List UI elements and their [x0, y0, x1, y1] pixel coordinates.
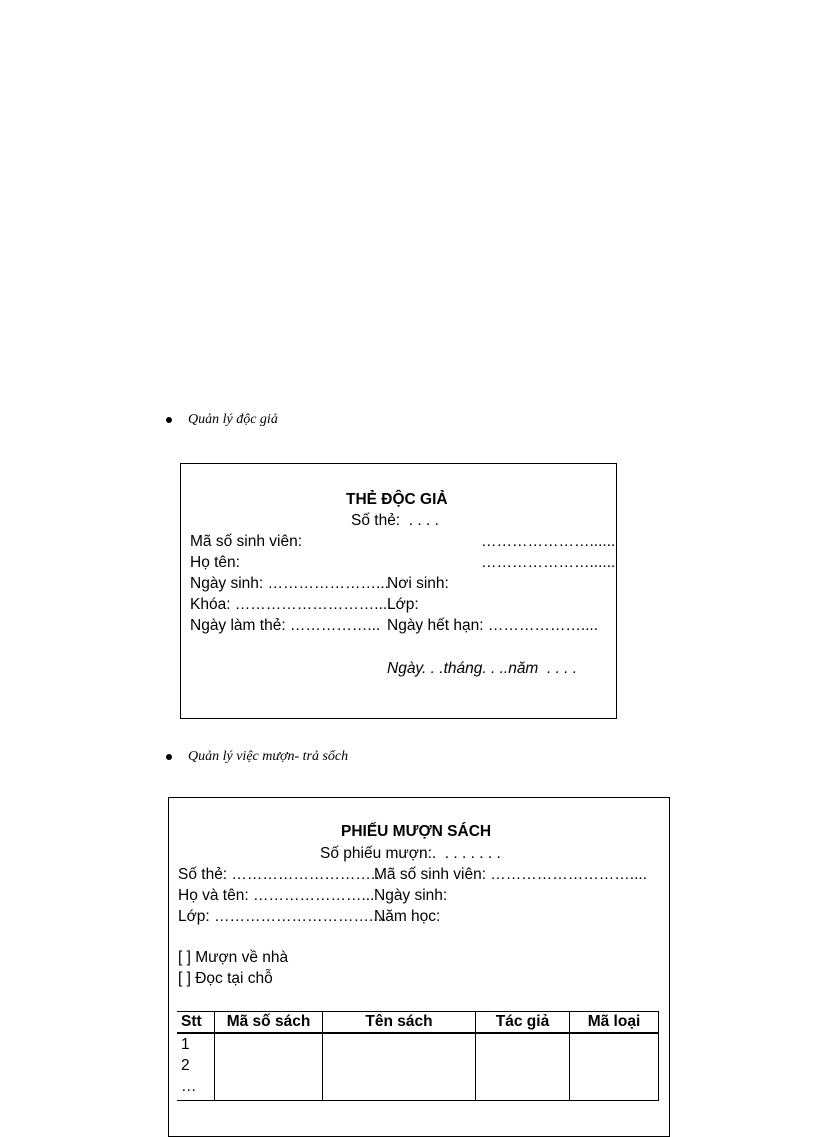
- class-field: Lớp:: [387, 596, 419, 613]
- slip-number: Số phiếu mượn:. . . . . . . .: [320, 845, 501, 862]
- reader-card: [180, 463, 617, 719]
- slip-title: PHIẾU MƯỢN SÁCH: [341, 823, 492, 840]
- signature-date: Ngày. . .tháng. . ..năm . . . .: [387, 660, 578, 677]
- issue-date-field: Ngày làm thẻ: ……………...: [190, 617, 381, 634]
- header-author: Tác giả: [476, 1012, 570, 1034]
- bullet-borrow-management: [166, 749, 348, 765]
- slip-school-year: Năm học:: [374, 908, 441, 925]
- book-title-cell: [323, 1033, 476, 1101]
- category-id-cell: [570, 1033, 659, 1101]
- header-stt: Stt: [177, 1012, 215, 1034]
- bullet-dot-icon: [166, 417, 172, 423]
- slip-class: Lớp: …………………………....: [178, 908, 387, 925]
- borrowed-books-table: [177, 1011, 659, 1101]
- course-field: Khóa: ………………………....: [190, 596, 392, 613]
- bullet-label: Quản lý độc giả: [188, 412, 278, 427]
- slip-full-name: Họ và tên: …………………...: [178, 887, 375, 904]
- book-id-cell: [215, 1033, 323, 1101]
- option-borrow-home: [ ] Mượn về nhà: [178, 949, 289, 966]
- table-row: [177, 1033, 659, 1101]
- table-header-row: [177, 1012, 659, 1034]
- slip-student-id: Mã số sinh viên: ………………………....: [374, 866, 648, 883]
- name-dots: …………………......: [481, 554, 616, 571]
- name-label: Họ tên:: [190, 554, 240, 571]
- header-category-id: Mã loại: [570, 1012, 659, 1034]
- student-id-label: Mã số sinh viên:: [190, 533, 302, 550]
- birthplace-field: Nơi sinh:: [387, 575, 449, 592]
- option-read-in-place: [ ] Đọc tại chỗ: [178, 970, 273, 987]
- stt-cell: 1 2 …: [177, 1033, 215, 1101]
- card-title: THẺ ĐỘC GIẢ: [346, 491, 448, 508]
- card-number: Số thẻ: . . . .: [351, 512, 439, 529]
- dob-field: Ngày sinh: …………………...: [190, 575, 389, 592]
- student-id-dots: …………………......: [481, 533, 616, 550]
- bullet-label: Quản lý việc mượn- trả sổch: [188, 749, 349, 764]
- header-book-title: Tên sách: [323, 1012, 476, 1034]
- borrow-slip: [168, 797, 670, 1137]
- slip-dob: Ngày sinh:: [374, 887, 448, 904]
- slip-card-number: Số thẻ: ………………………..: [178, 866, 380, 883]
- bullet-dot-icon: [166, 754, 172, 760]
- bullet-reader-management: [166, 412, 278, 428]
- expiry-field: Ngày hết hạn: ………………....: [387, 617, 599, 634]
- author-cell: [476, 1033, 570, 1101]
- header-book-id: Mã số sách: [215, 1012, 323, 1034]
